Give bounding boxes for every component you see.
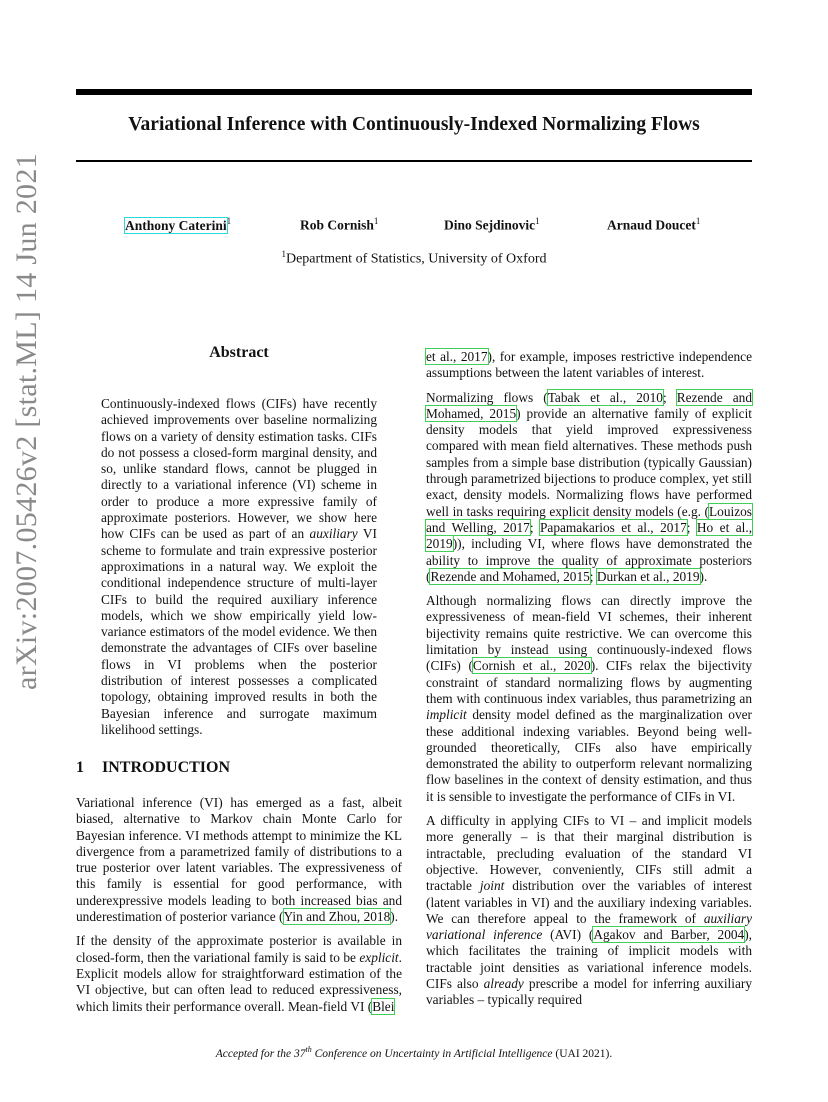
title-rule-top	[76, 89, 752, 95]
citation-link[interactable]: Agakov and Barber, 2004	[593, 927, 745, 943]
left-column-text	[76, 795, 402, 1023]
paragraph: Although normalizing flows can directly improve the expressiveness of mean-field VI schemes, their inherent bijectivity remains quite restrictive. We can overcome this limitation by instead using continuously-indexed flows (CIFs) (Cornish et al., 2020). CIFs relax the bijectivity constraint of standard normalizing flows by augmenting them with continuous index variables, thus parametrizing an implicit density model defined as the marginalization over these additional indexing variables. Beyond being well-grounded theoretically, CIFs also have empirically demonstrated the ability to outperform relevant normalizing flow baselines in the context of density estimation, and thus it is sensible to investigate the performance of CIFs in VI.	[426, 593, 753, 804]
author-link[interactable]: Anthony Caterini	[125, 217, 227, 233]
citation-link[interactable]: Tabak et al., 2010	[547, 389, 663, 405]
author-doucet: Arnaud Doucet$^1$	[607, 216, 701, 233]
paragraph: If the density of the approximate posterior is available in closed-form, then the variational family is said to be explicit. Explicit models allow for straightforward estimation of the VI objective, but can often lead to reduced expressiveness, which limits their performance overall. Mean-field VI (Blei	[76, 933, 402, 1014]
citation-link[interactable]: Yin and Zhou, 2018	[283, 909, 391, 925]
citation-link[interactable]: Rezende and Mohamed, 2015	[430, 568, 590, 584]
paragraph: Variational inference (VI) has emerged as a fast, albeit biased, alternative to Markov chain Monte Carlo for Bayesian inference. VI methods attempt to minimize the KL divergence from a parametrized family of distributions to a true posterior over latent variables. The expressiveness of this family is essential for good performance, with underexpressive models leading to both increased bias and underestimation of posterior variance (Yin and Zhou, 2018).	[76, 795, 402, 925]
citation-link[interactable]: Cornish et al., 2020	[472, 658, 591, 674]
paragraph: Normalizing flows (Tabak et al., 2010; Rezende and Mohamed, 2015) provide an alternative family of explicit density models that yield improved expressiveness compared with mean field alternatives. These methods push samples from a simple base distribution (typically Gaussian) through parametrized bijections to produce complex, yet still exact, density models. Normalizing flows have performed well in tasks requiring explicit density models (e.g. (Louizos and Welling, 2017; Papamakarios et al., 2017; Ho et al., 2019)), including VI, where flows have demonstrated the ability to improve the quality of approximate posteriors (Rezende and Mohamed, 2015; Durkan et al., 2019).	[426, 389, 753, 584]
author-caterini: Anthony Caterini$^1$	[125, 216, 232, 233]
citation-link[interactable]: Durkan et al., 2019	[596, 568, 700, 584]
citation-link[interactable]: Louizos and Welling, 2017	[426, 503, 752, 535]
right-column-text	[426, 349, 752, 1017]
paragraph: et al., 2017), for example, imposes restrictive independence assumptions between the latent variables of interest.	[426, 349, 753, 381]
paper-title: Variational Inference with Continuously-Indexed Normalizing Flows	[128, 114, 700, 135]
citation-link[interactable]: Ho et al., 2019	[426, 519, 753, 552]
section-heading-introduction: 1 INTRODUCTION	[76, 759, 231, 776]
paragraph: A difficulty in applying CIFs to VI – and implicit models more generally – is that their marginal distribution is intractable, precluding evaluation of the standard VI objective. However, conveniently, CIFs still admit a tractable joint distribution over the variables of interest (latent variables in VI) and the auxiliary indexing variables. We can therefore appeal to the framework of auxiliary variational inference (AVI) (Agakov and Barber, 2004), which facilitates the training of implicit models with tractable joint densities as variational inference models. CIFs also already prescribe a model for inferring auxiliary variables – typically required	[426, 813, 753, 1008]
abstract-heading: Abstract	[209, 344, 269, 361]
author-cornish: Rob Cornish$^1$	[300, 216, 379, 233]
author-sejdinovic: Dino Sejdinovic$^1$	[444, 216, 540, 233]
abstract-body: Continuously-indexed flows (CIFs) have recently achieved improvements over baseline normalizing flows on a variety of density estimation tasks. CIFs do not possess a closed-form marginal density, and so, unlike standard flows, cannot be plugged in directly to a variational inference (VI) scheme in order to produce a more expressive family of approximate posteriors. However, we show here how CIFs can be used as part of an auxiliary VI scheme to formulate and train expressive posterior approximations in a natural way. We exploit the conditional independence structure of multi-layer CIFs to build the required auxiliary inference models, which we show empirically yield low-variance estimators of the model evidence. We then demonstrate the advantages of CIFs over baseline flows in VI problems when the posterior distribution of interest possesses a complicated topology, obtaining improved results in both the Bayesian inference and surrogate maximum likelihood settings.	[101, 396, 377, 737]
citation-link[interactable]: Papamakarios et al., 2017	[539, 519, 687, 535]
title-rule-bottom	[76, 160, 752, 162]
citation-link[interactable]: et al., 2017	[426, 349, 488, 364]
footer-note: Accepted for the 37th Conference on Uncertainty in Artificial Intelligence (UAI 2021).	[215, 1045, 613, 1060]
citation-link[interactable]: Rezende and Mohamed, 2015	[426, 389, 752, 421]
affiliation: $^1$Department of Statistics, University of Oxford	[281, 249, 547, 267]
citation-link[interactable]: Blei	[372, 998, 395, 1014]
